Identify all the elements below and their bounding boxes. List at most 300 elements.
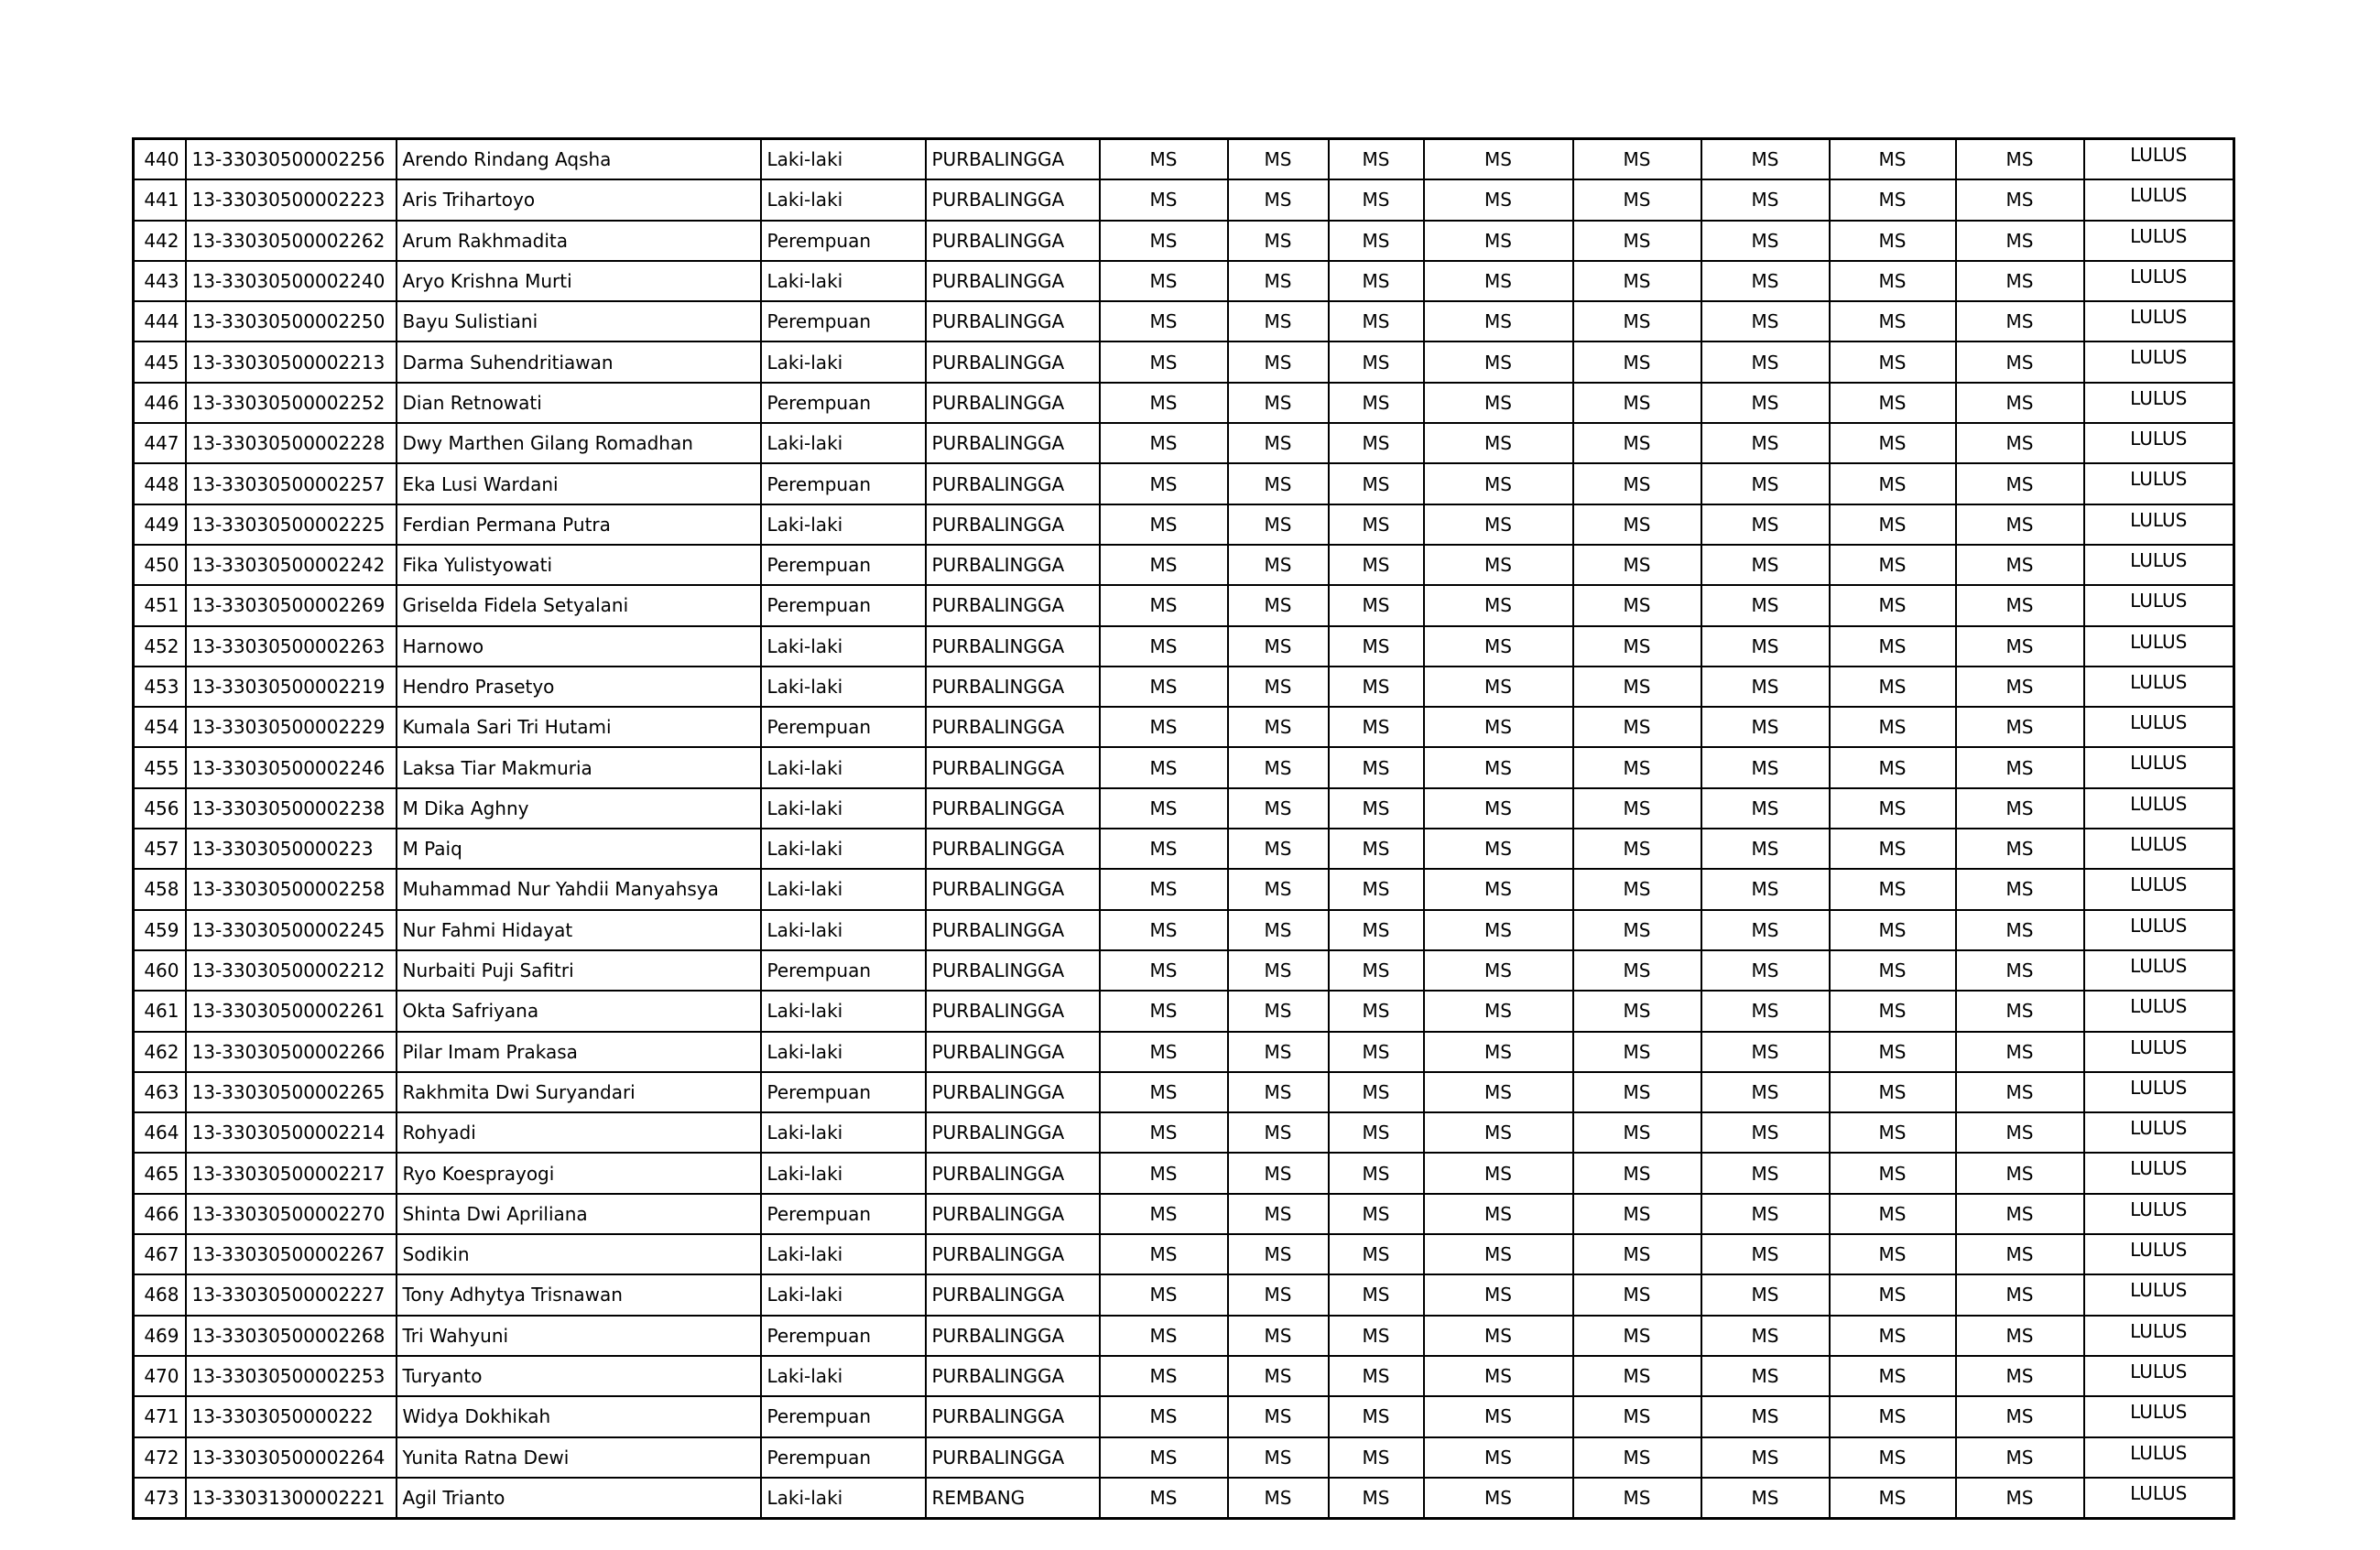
score-cell: MS	[1329, 1153, 1424, 1193]
score-cell: MS	[1701, 788, 1830, 829]
regency: PURBALINGGA	[926, 991, 1100, 1031]
score-cell: MS	[1329, 463, 1424, 504]
student-name: Agil Trianto	[397, 1478, 761, 1519]
gender: Laki-laki	[761, 179, 926, 220]
score-cell: MS	[1424, 1112, 1573, 1153]
score-cell: MS	[1956, 1478, 2084, 1519]
student-id: 13-33030500002262	[186, 221, 397, 261]
score-cell: MS	[1573, 383, 1701, 423]
score-cell: MS	[1573, 829, 1701, 869]
score-cell: MS	[1573, 545, 1701, 585]
score-cell: MS	[1100, 707, 1228, 747]
score-cell: MS	[1424, 423, 1573, 463]
score-cell: MS	[1956, 423, 2084, 463]
result-status: LULUS	[2084, 788, 2234, 829]
score-cell: MS	[1424, 1072, 1573, 1112]
student-id: 13-33030500002253	[186, 1356, 397, 1396]
result-status: LULUS	[2084, 1274, 2234, 1315]
score-cell: MS	[1228, 341, 1329, 382]
score-cell: MS	[1701, 1396, 1830, 1436]
gender: Laki-laki	[761, 261, 926, 301]
regency: PURBALINGGA	[926, 788, 1100, 829]
score-cell: MS	[1424, 869, 1573, 909]
gender: Perempuan	[761, 1072, 926, 1112]
table-row	[134, 1112, 2234, 1153]
score-cell: MS	[1956, 383, 2084, 423]
score-cell: MS	[1100, 341, 1228, 382]
student-id: 13-33030500002219	[186, 667, 397, 707]
table-row	[134, 1032, 2234, 1072]
result-status: LULUS	[2084, 504, 2234, 545]
result-status: LULUS	[2084, 1316, 2234, 1356]
score-cell: MS	[1329, 1437, 1424, 1478]
student-name: Bayu Sulistiani	[397, 301, 761, 341]
score-cell: MS	[1701, 1478, 1830, 1519]
table-row	[134, 829, 2234, 869]
result-status: LULUS	[2084, 585, 2234, 625]
regency: PURBALINGGA	[926, 1153, 1100, 1193]
score-cell: MS	[1329, 707, 1424, 747]
score-cell: MS	[1329, 1396, 1424, 1436]
score-cell: MS	[1573, 221, 1701, 261]
row-number: 470	[134, 1356, 186, 1396]
score-cell: MS	[1329, 301, 1424, 341]
gender: Perempuan	[761, 383, 926, 423]
score-cell: MS	[1329, 747, 1424, 787]
table-row	[134, 910, 2234, 950]
score-cell: MS	[1100, 1316, 1228, 1356]
row-number: 453	[134, 667, 186, 707]
gender: Laki-laki	[761, 667, 926, 707]
score-cell: MS	[1956, 1316, 2084, 1356]
score-cell: MS	[1228, 463, 1329, 504]
score-cell: MS	[1701, 950, 1830, 991]
score-cell: MS	[1956, 667, 2084, 707]
table-row	[134, 626, 2234, 667]
student-name: Eka Lusi Wardani	[397, 463, 761, 504]
row-number: 473	[134, 1478, 186, 1519]
student-id: 13-33030500002227	[186, 1274, 397, 1315]
score-cell: MS	[1424, 1356, 1573, 1396]
student-name: Aryo Krishna Murti	[397, 261, 761, 301]
score-cell: MS	[1701, 1234, 1830, 1274]
row-number: 458	[134, 869, 186, 909]
score-cell: MS	[1424, 585, 1573, 625]
score-cell: MS	[1329, 788, 1424, 829]
score-cell: MS	[1701, 1356, 1830, 1396]
result-status: LULUS	[2084, 1112, 2234, 1153]
gender: Laki-laki	[761, 1234, 926, 1274]
score-cell: MS	[1701, 667, 1830, 707]
student-name: Kumala Sari Tri Hutami	[397, 707, 761, 747]
row-number: 469	[134, 1316, 186, 1356]
score-cell: MS	[1228, 910, 1329, 950]
score-cell: MS	[1424, 1153, 1573, 1193]
score-cell: MS	[1956, 1437, 2084, 1478]
score-cell: MS	[1573, 139, 1701, 180]
score-cell: MS	[1329, 1194, 1424, 1234]
table-row	[134, 1274, 2234, 1315]
result-status: LULUS	[2084, 139, 2234, 180]
score-cell: MS	[1701, 1032, 1830, 1072]
row-number: 467	[134, 1234, 186, 1274]
score-cell: MS	[1830, 1396, 1956, 1436]
score-cell: MS	[1956, 1072, 2084, 1112]
score-cell: MS	[1956, 301, 2084, 341]
student-id: 13-33030500002214	[186, 1112, 397, 1153]
row-number: 468	[134, 1274, 186, 1315]
student-name: Ferdian Permana Putra	[397, 504, 761, 545]
score-cell: MS	[1701, 221, 1830, 261]
student-id: 13-33030500002256	[186, 139, 397, 180]
regency: PURBALINGGA	[926, 1194, 1100, 1234]
score-cell: MS	[1573, 747, 1701, 787]
score-cell: MS	[1830, 667, 1956, 707]
student-name: Tony Adhytya Trisnawan	[397, 1274, 761, 1315]
result-status: LULUS	[2084, 1194, 2234, 1234]
score-cell: MS	[1100, 1437, 1228, 1478]
score-cell: MS	[1701, 179, 1830, 220]
score-cell: MS	[1228, 221, 1329, 261]
score-cell: MS	[1830, 1112, 1956, 1153]
row-number: 456	[134, 788, 186, 829]
score-cell: MS	[1573, 261, 1701, 301]
student-id: 13-33030500002267	[186, 1234, 397, 1274]
score-cell: MS	[1100, 1194, 1228, 1234]
score-cell: MS	[1573, 788, 1701, 829]
score-cell: MS	[1701, 463, 1830, 504]
regency: PURBALINGGA	[926, 707, 1100, 747]
result-status: LULUS	[2084, 869, 2234, 909]
score-cell: MS	[1424, 788, 1573, 829]
score-cell: MS	[1100, 991, 1228, 1031]
gender: Laki-laki	[761, 341, 926, 382]
result-status: LULUS	[2084, 179, 2234, 220]
regency: PURBALINGGA	[926, 869, 1100, 909]
score-cell: MS	[1424, 383, 1573, 423]
score-cell: MS	[1830, 1072, 1956, 1112]
row-number: 443	[134, 261, 186, 301]
row-number: 464	[134, 1112, 186, 1153]
table-row	[134, 1316, 2234, 1356]
score-cell: MS	[1573, 341, 1701, 382]
student-id: 13-33030500002270	[186, 1194, 397, 1234]
student-name: Rohyadi	[397, 1112, 761, 1153]
score-cell: MS	[1228, 179, 1329, 220]
table-row	[134, 1194, 2234, 1234]
student-id: 13-33030500002223	[186, 179, 397, 220]
score-cell: MS	[1424, 707, 1573, 747]
regency: PURBALINGGA	[926, 341, 1100, 382]
score-cell: MS	[1329, 667, 1424, 707]
table-row	[134, 991, 2234, 1031]
score-cell: MS	[1329, 1478, 1424, 1519]
result-status: LULUS	[2084, 991, 2234, 1031]
score-cell: MS	[1329, 423, 1424, 463]
score-cell: MS	[1573, 301, 1701, 341]
score-cell: MS	[1424, 1032, 1573, 1072]
result-status: LULUS	[2084, 341, 2234, 382]
score-cell: MS	[1830, 301, 1956, 341]
score-cell: MS	[1830, 1194, 1956, 1234]
score-cell: MS	[1573, 1396, 1701, 1436]
score-cell: MS	[1956, 707, 2084, 747]
score-cell: MS	[1956, 545, 2084, 585]
row-number: 471	[134, 1396, 186, 1436]
table-row	[134, 1396, 2234, 1436]
row-number: 450	[134, 545, 186, 585]
student-name: Arendo Rindang Aqsha	[397, 139, 761, 180]
score-cell: MS	[1573, 1234, 1701, 1274]
student-name: Yunita Ratna Dewi	[397, 1437, 761, 1478]
score-cell: MS	[1100, 667, 1228, 707]
student-id: 13-33030500002250	[186, 301, 397, 341]
score-cell: MS	[1100, 829, 1228, 869]
table-row	[134, 950, 2234, 991]
score-cell: MS	[1424, 626, 1573, 667]
student-name: Arum Rakhmadita	[397, 221, 761, 261]
gender: Perempuan	[761, 1194, 926, 1234]
student-id: 13-3303050000223	[186, 829, 397, 869]
gender: Laki-laki	[761, 1112, 926, 1153]
result-status: LULUS	[2084, 463, 2234, 504]
regency: REMBANG	[926, 1478, 1100, 1519]
student-name: Shinta Dwi Apriliana	[397, 1194, 761, 1234]
student-id: 13-33030500002213	[186, 341, 397, 382]
score-cell: MS	[1830, 1234, 1956, 1274]
score-cell: MS	[1956, 1112, 2084, 1153]
regency: PURBALINGGA	[926, 139, 1100, 180]
gender: Perempuan	[761, 1316, 926, 1356]
student-id: 13-3303050000222	[186, 1396, 397, 1436]
table-row	[134, 707, 2234, 747]
regency: PURBALINGGA	[926, 383, 1100, 423]
score-cell: MS	[1701, 1194, 1830, 1234]
score-cell: MS	[1100, 504, 1228, 545]
table-row	[134, 179, 2234, 220]
regency: PURBALINGGA	[926, 1274, 1100, 1315]
score-cell: MS	[1329, 1112, 1424, 1153]
score-cell: MS	[1424, 221, 1573, 261]
score-cell: MS	[1228, 1478, 1329, 1519]
regency: PURBALINGGA	[926, 1437, 1100, 1478]
result-status: LULUS	[2084, 950, 2234, 991]
table-row	[134, 1356, 2234, 1396]
score-cell: MS	[1830, 707, 1956, 747]
student-id: 13-33030500002269	[186, 585, 397, 625]
result-status: LULUS	[2084, 707, 2234, 747]
gender: Perempuan	[761, 1437, 926, 1478]
score-cell: MS	[1100, 626, 1228, 667]
score-cell: MS	[1830, 1032, 1956, 1072]
student-name: Darma Suhendritiawan	[397, 341, 761, 382]
score-cell: MS	[1329, 829, 1424, 869]
score-cell: MS	[1573, 1032, 1701, 1072]
score-cell: MS	[1701, 545, 1830, 585]
score-cell: MS	[1100, 1274, 1228, 1315]
result-status: LULUS	[2084, 221, 2234, 261]
score-cell: MS	[1956, 585, 2084, 625]
student-name: Rakhmita Dwi Suryandari	[397, 1072, 761, 1112]
score-cell: MS	[1424, 1274, 1573, 1315]
score-cell: MS	[1100, 139, 1228, 180]
regency: PURBALINGGA	[926, 423, 1100, 463]
table-row	[134, 139, 2234, 180]
regency: PURBALINGGA	[926, 1316, 1100, 1356]
score-cell: MS	[1573, 463, 1701, 504]
score-cell: MS	[1228, 1274, 1329, 1315]
score-cell: MS	[1701, 829, 1830, 869]
regency: PURBALINGGA	[926, 1032, 1100, 1072]
student-name: Pilar Imam Prakasa	[397, 1032, 761, 1072]
score-cell: MS	[1830, 423, 1956, 463]
result-status: LULUS	[2084, 667, 2234, 707]
score-cell: MS	[1701, 261, 1830, 301]
score-cell: MS	[1100, 585, 1228, 625]
score-cell: MS	[1701, 1274, 1830, 1315]
score-cell: MS	[1228, 1032, 1329, 1072]
regency: PURBALINGGA	[926, 261, 1100, 301]
gender: Perempuan	[761, 463, 926, 504]
score-cell: MS	[1228, 747, 1329, 787]
student-id: 13-33030500002258	[186, 869, 397, 909]
score-cell: MS	[1329, 179, 1424, 220]
score-cell: MS	[1830, 463, 1956, 504]
score-cell: MS	[1329, 626, 1424, 667]
score-cell: MS	[1956, 1032, 2084, 1072]
gender: Laki-laki	[761, 1356, 926, 1396]
score-cell: MS	[1956, 463, 2084, 504]
score-cell: MS	[1830, 504, 1956, 545]
gender: Laki-laki	[761, 747, 926, 787]
score-cell: MS	[1424, 301, 1573, 341]
student-id: 13-33030500002268	[186, 1316, 397, 1356]
table-row	[134, 1153, 2234, 1193]
score-cell: MS	[1100, 423, 1228, 463]
score-cell: MS	[1228, 788, 1329, 829]
table-row	[134, 504, 2234, 545]
regency: PURBALINGGA	[926, 950, 1100, 991]
score-cell: MS	[1100, 869, 1228, 909]
result-status: LULUS	[2084, 910, 2234, 950]
result-status: LULUS	[2084, 1234, 2234, 1274]
score-cell: MS	[1573, 869, 1701, 909]
score-cell: MS	[1830, 1153, 1956, 1193]
score-cell: MS	[1830, 869, 1956, 909]
score-cell: MS	[1329, 1316, 1424, 1356]
score-cell: MS	[1329, 910, 1424, 950]
table-row	[134, 747, 2234, 787]
score-cell: MS	[1956, 869, 2084, 909]
table-row	[134, 463, 2234, 504]
table-row	[134, 423, 2234, 463]
score-cell: MS	[1701, 423, 1830, 463]
gender: Laki-laki	[761, 829, 926, 869]
score-cell: MS	[1228, 139, 1329, 180]
score-cell: MS	[1228, 1072, 1329, 1112]
score-cell: MS	[1956, 504, 2084, 545]
student-id: 13-33030500002263	[186, 626, 397, 667]
student-id: 13-33030500002240	[186, 261, 397, 301]
table-row	[134, 585, 2234, 625]
score-cell: MS	[1956, 1194, 2084, 1234]
score-cell: MS	[1329, 221, 1424, 261]
score-cell: MS	[1956, 1234, 2084, 1274]
score-cell: MS	[1830, 139, 1956, 180]
result-status: LULUS	[2084, 1072, 2234, 1112]
table-row	[134, 1072, 2234, 1112]
score-cell: MS	[1956, 1274, 2084, 1315]
student-id: 13-33030500002252	[186, 383, 397, 423]
score-cell: MS	[1228, 869, 1329, 909]
score-cell: MS	[1228, 423, 1329, 463]
score-cell: MS	[1424, 1396, 1573, 1436]
score-cell: MS	[1424, 504, 1573, 545]
score-cell: MS	[1701, 504, 1830, 545]
score-cell: MS	[1830, 950, 1956, 991]
score-cell: MS	[1100, 301, 1228, 341]
score-cell: MS	[1701, 139, 1830, 180]
student-name: Aris Trihartoyo	[397, 179, 761, 220]
score-cell: MS	[1830, 1478, 1956, 1519]
score-cell: MS	[1100, 910, 1228, 950]
score-cell: MS	[1228, 667, 1329, 707]
result-status: LULUS	[2084, 626, 2234, 667]
score-cell: MS	[1830, 179, 1956, 220]
table-row	[134, 788, 2234, 829]
score-cell: MS	[1228, 261, 1329, 301]
table-row	[134, 301, 2234, 341]
gender: Laki-laki	[761, 504, 926, 545]
student-name: Nur Fahmi Hidayat	[397, 910, 761, 950]
gender: Laki-laki	[761, 991, 926, 1031]
score-cell: MS	[1329, 139, 1424, 180]
row-number: 454	[134, 707, 186, 747]
student-name: Dwy Marthen Gilang Romadhan	[397, 423, 761, 463]
score-cell: MS	[1573, 1112, 1701, 1153]
result-status: LULUS	[2084, 829, 2234, 869]
regency: PURBALINGGA	[926, 301, 1100, 341]
student-name: Ryo Koesprayogi	[397, 1153, 761, 1193]
regency: PURBALINGGA	[926, 463, 1100, 504]
row-number: 451	[134, 585, 186, 625]
regency: PURBALINGGA	[926, 910, 1100, 950]
score-cell: MS	[1329, 261, 1424, 301]
student-name: M Dika Aghny	[397, 788, 761, 829]
score-cell: MS	[1956, 261, 2084, 301]
gender: Perempuan	[761, 585, 926, 625]
score-cell: MS	[1100, 1072, 1228, 1112]
gender: Laki-laki	[761, 626, 926, 667]
score-cell: MS	[1573, 423, 1701, 463]
student-id: 13-33031300002221	[186, 1478, 397, 1519]
score-cell: MS	[1424, 179, 1573, 220]
score-cell: MS	[1573, 1437, 1701, 1478]
row-number: 446	[134, 383, 186, 423]
table-row	[134, 869, 2234, 909]
score-cell: MS	[1100, 950, 1228, 991]
gender: Perempuan	[761, 707, 926, 747]
score-cell: MS	[1573, 1153, 1701, 1193]
gender: Laki-laki	[761, 910, 926, 950]
score-cell: MS	[1573, 1478, 1701, 1519]
student-name: Sodikin	[397, 1234, 761, 1274]
gender: Perempuan	[761, 301, 926, 341]
result-status: LULUS	[2084, 747, 2234, 787]
student-id: 13-33030500002229	[186, 707, 397, 747]
row-number: 463	[134, 1072, 186, 1112]
score-cell: MS	[1701, 991, 1830, 1031]
